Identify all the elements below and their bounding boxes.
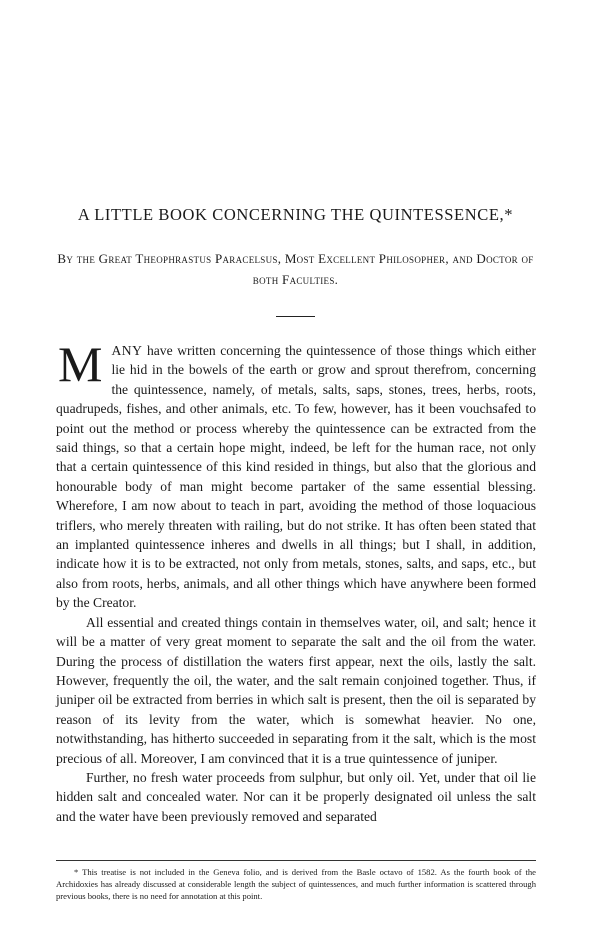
body-text: [56, 336, 536, 826]
chapter-title: A LITTLE BOOK CONCERNING THE QUINTESSENCE,*: [77, 205, 514, 224]
paragraph-1-text: have written concerning the quintessence of those things which either lie hid in the bowels of the earth or grow and sprout therefrom, concerning the quintessence, namely, of metals, salts, saps, stones, trees, herbs, roots, quadrupeds, fishes, and other animals, etc. To few, however, has it been vouchsafed to point out the method or process whereby the quintessence can be extracted from the said things, so that a certain hope might, indeed, be left for the human race, not only that a certain quintessence of this kind resided in things, but also that the glorious and honourable body of man might become partaker of the same essential blessing. Wherefore, I am now about to teach in part, avoiding the method of those loquacious triflers, who merely threaten with railing, but do not strike. It has often been stated that an implanted quintessence inheres and dwells in all things; but I shall, in addition, indicate how it is to be extracted, not only from metals, stones, salts, and saps, etc., but also from roots, herbs, animals, and all other things which have anywhere been formed by the Creator.: [56, 343, 536, 611]
footnote: * This treatise is not included in the Geneva folio, and is derived from the Basle octavo of 1582. As the fourth book of the Archidoxies has already discussed at considerable length the subject of quintessences, and much further information is scattered through previous books, there is no need for annotation at this point.: [56, 867, 536, 901]
paragraph-2: All essential and created things contain in themselves water, oil, and salt; hence it will be a matter of very great moment to separate the salt and the oil from the water. During the process of distillation the waters first appear, next the oils, lastly the salt. However, frequently the oil, the water, and the salt remain conjoined together. Thus, if juniper oil be extracted from berries in which salt is present, then the oil is separated by reason of its levity from the water, which is somewhat heavier. No one, notwithstanding, has hitherto succeeded in separating from it the salt, which is the most precious of all. Moreover, I am convinced that it is a true quintessence of juniper.: [56, 614, 536, 766]
chapter-subtitle: By the Great Theophrastus Paracelsus, Most Excellent Philosopher, and Doctor of both Faculties.: [57, 251, 534, 287]
title-divider: [276, 316, 315, 317]
paragraph-3: Further, no fresh water proceeds from sulphur, but only oil. Yet, under that oil lie hidden salt and concealed water. Nor can it be properly designated oil unless the salt and the water have been previously removed and separated: [56, 769, 536, 824]
paragraph-1: [56, 336, 536, 613]
drop-cap: M: [58, 336, 103, 392]
footnote-divider: [56, 860, 536, 861]
first-word-rest: ANY: [111, 343, 143, 358]
